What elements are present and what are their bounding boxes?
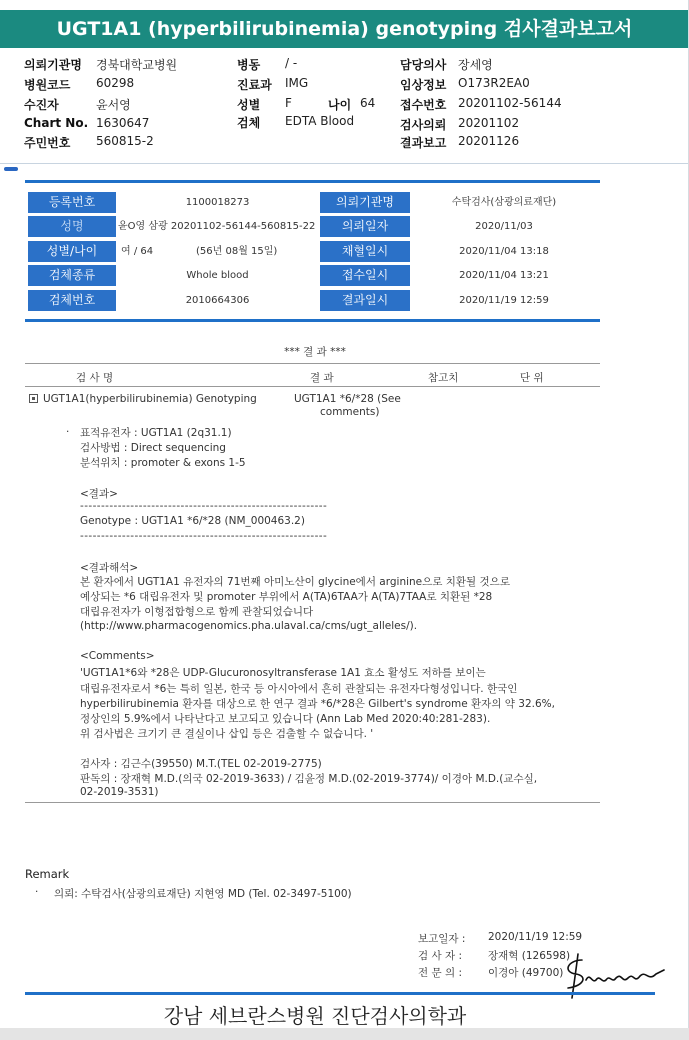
result-label: <결과> bbox=[80, 488, 118, 500]
detail-target-gene: 표적유전자 : UGT1A1 (2q31.1) bbox=[80, 427, 232, 439]
blue-rule-bottom bbox=[25, 992, 655, 995]
table-label-name: 성명 bbox=[28, 216, 116, 237]
info-key-sex: 성별 bbox=[237, 98, 261, 112]
result-value-continued: comments) bbox=[320, 406, 380, 418]
info-value-hospital-code: 60298 bbox=[96, 76, 135, 90]
report-value-date: 2020/11/19 12:59 bbox=[488, 931, 583, 943]
info-key-requesting-org: 의뢰기관명 bbox=[24, 58, 82, 72]
column-unit: 단 위 bbox=[520, 372, 544, 384]
table-value-result-time: 2020/11/19 12:59 bbox=[459, 295, 549, 306]
info-value-patient: 윤서영 bbox=[96, 98, 131, 112]
reader-line-continued: 02-2019-3531) bbox=[80, 786, 159, 798]
detail-method: 검사방법 : Direct sequencing bbox=[80, 442, 226, 454]
info-key-result-report: 결과보고 bbox=[400, 136, 447, 150]
info-key-chart-no: Chart No. bbox=[24, 116, 89, 130]
info-value-requesting-org: 경북대학교병원 bbox=[96, 58, 178, 72]
results-rule-header bbox=[25, 386, 600, 387]
info-key-hospital-code: 병원코드 bbox=[24, 78, 71, 92]
interpretation-line: 예상되는 *6 대립유전자 및 promoter 부위에서 A(TA)6TAA가 A(TA)7TAA로 치환된 *28 bbox=[80, 591, 493, 603]
info-key-doctor: 담당의사 bbox=[400, 58, 447, 72]
info-value-clinical-info: O173R2EA0 bbox=[458, 76, 530, 90]
table-label-specimen-type: 검체종류 bbox=[28, 265, 116, 286]
dash-line-bottom: ----------------------------------------------------------- bbox=[80, 530, 328, 542]
report-value-specialist: 이경아 (49700) bbox=[488, 967, 564, 979]
results-rule-bottom bbox=[25, 802, 600, 803]
info-value-doctor: 장세영 bbox=[458, 58, 493, 72]
results-heading: *** 결 과 *** bbox=[284, 346, 346, 358]
info-value-test-request: 20201102 bbox=[458, 116, 520, 130]
test-name: UGT1A1(hyperbilirubinemia) Genotyping bbox=[43, 393, 257, 405]
remark-title: Remark bbox=[25, 867, 70, 881]
interpretation-label: <결과해석> bbox=[80, 562, 139, 574]
dash-line-top: ----------------------------------------------------------- bbox=[80, 500, 328, 512]
info-key-specimen: 검체 bbox=[237, 116, 261, 130]
info-key-ward: 병동 bbox=[237, 58, 261, 72]
detail-region: 분석위치 : promoter & exons 1-5 bbox=[80, 457, 246, 469]
info-value-result-report: 20201126 bbox=[458, 134, 520, 148]
comment-line: 위 검사법은 크기기 큰 결실이나 삽입 등은 검출할 수 없습니다. ' bbox=[80, 728, 374, 740]
table-label-collection-time: 채혈일시 bbox=[320, 241, 410, 262]
table-value-receipt-time: 2020/11/04 13:21 bbox=[459, 270, 549, 281]
table-value-sex-age: 여 / 64 bbox=[121, 246, 154, 257]
interpretation-line: 본 환자에서 UGT1A1 유전자의 71번째 아미노산이 glycine에서 arginine으로 치환될 것으로 bbox=[80, 576, 510, 588]
table-value-request-date: 2020/11/03 bbox=[475, 221, 533, 232]
table-label-specimen-no: 검체번호 bbox=[28, 290, 116, 311]
info-key-test-request: 검사의뢰 bbox=[400, 118, 447, 132]
info-value-resident-no: 560815-2 bbox=[96, 134, 154, 148]
info-key-age: 나이 bbox=[328, 98, 352, 112]
section-divider bbox=[0, 163, 689, 164]
info-key-resident-no: 주민번호 bbox=[24, 136, 71, 150]
blue-rule-top bbox=[25, 180, 600, 183]
report-key-tester: 검 사 자 : bbox=[418, 950, 462, 962]
remark-text: 의뢰: 수탁검사(삼광의료재단) 지현영 MD (Tel. 02-3497-5100) bbox=[54, 888, 352, 900]
table-label-sex-age: 성별/나이 bbox=[28, 241, 116, 262]
table-value-collection-time: 2020/11/04 13:18 bbox=[459, 246, 549, 257]
blue-rule-mid bbox=[25, 319, 600, 322]
detail-bullet: · bbox=[66, 426, 70, 438]
remark-bullet: · bbox=[35, 886, 39, 898]
table-value-specimen-type: Whole blood bbox=[186, 270, 249, 281]
comments-label: <Comments> bbox=[80, 650, 155, 662]
table-value-name: 윤O영 삼광 20201102-56144-560815-22 bbox=[118, 221, 316, 232]
info-value-specimen: EDTA Blood bbox=[285, 114, 355, 128]
comment-line: 대립유전자로서 *6는 특히 일본, 한국 등 아시아에서 흔히 관찰되는 유전자다형성입니다. 한국인 bbox=[80, 683, 518, 695]
report-key-date: 보고일자 : bbox=[418, 933, 466, 945]
info-key-clinical-info: 임상정보 bbox=[400, 78, 447, 92]
report-key-specialist: 전 문 의 : bbox=[418, 967, 462, 979]
column-reference: 참고치 bbox=[428, 372, 459, 384]
table-value-registration-no: 1100018273 bbox=[185, 197, 250, 208]
table-label-result-time: 결과일시 bbox=[320, 290, 410, 311]
table-label-registration-no: 등록번호 bbox=[28, 192, 116, 213]
result-value: UGT1A1 *6/*28 (See bbox=[294, 393, 401, 405]
interpretation-line: 대립유전자가 이형접합형으로 함께 관찰되었습니다 bbox=[80, 606, 314, 618]
institution-name: 강남 세브란스병원 진단검사의학과 bbox=[163, 1004, 467, 1028]
results-rule-top bbox=[25, 363, 600, 364]
interpretation-link: (http://www.pharmacogenomics.pha.ulaval.ca/cms/ugt_alleles/). bbox=[80, 620, 418, 632]
table-label-requesting-org: 의뢰기관명 bbox=[320, 192, 410, 213]
reader-line: 판독의 : 장재혁 M.D.(의국 02-2019-3633) / 김윤정 M.D.(02-2019-3774)/ 이경아 M.D.(교수실, bbox=[80, 773, 538, 785]
tester-line: 검사자 : 김근수(39550) M.T.(TEL 02-2019-2775) bbox=[80, 758, 322, 770]
checkbox-icon bbox=[29, 394, 39, 404]
column-result: 결 과 bbox=[310, 372, 334, 384]
info-value-ward: / - bbox=[285, 56, 298, 70]
comment-line: 정상인의 5.9%에서 나타난다고 보고되고 있습니다 (Ann Lab Med 2020:40:281-283). bbox=[80, 713, 491, 725]
comment-line: 'UGT1A1*6와 *28은 UDP-Glucuronosyltransferase 1A1 효소 활성도 저하를 보이는 bbox=[80, 667, 486, 679]
page-marker bbox=[4, 167, 18, 171]
info-value-age: 64 bbox=[360, 96, 376, 110]
report-value-tester: 장재혁 (126598) bbox=[488, 950, 571, 962]
info-value-sex: F bbox=[285, 96, 292, 110]
info-key-receipt-no: 접수번호 bbox=[400, 98, 447, 112]
info-key-department: 진료과 bbox=[237, 78, 272, 92]
table-value-requesting-org: 수탁검사(삼광의료재단) bbox=[451, 197, 557, 208]
info-value-department: IMG bbox=[285, 76, 309, 90]
info-key-patient: 수진자 bbox=[24, 98, 59, 112]
table-label-request-date: 의뢰일자 bbox=[320, 216, 410, 237]
report-title: UGT1A1 (hyperbilirubinemia) genotyping 검사결과보고서 bbox=[56, 18, 633, 40]
footer-band bbox=[0, 1028, 689, 1040]
table-value-birthdate: (56년 08월 15일) bbox=[196, 246, 278, 257]
table-label-receipt-time: 접수일시 bbox=[320, 265, 410, 286]
column-test-name: 검 사 명 bbox=[76, 372, 114, 384]
comment-line: hyperbilirubinemia 환자를 대상으로 한 연구 결과 *6/*28은 Gilbert's syndrome 환자의 약 32.6%, bbox=[80, 698, 555, 710]
genotype: Genotype : UGT1A1 *6/*28 (NM_000463.2) bbox=[80, 515, 305, 527]
info-value-chart-no: 1630647 bbox=[96, 116, 150, 130]
info-value-receipt-no: 20201102-56144 bbox=[458, 96, 562, 110]
table-value-specimen-no: 2010664306 bbox=[185, 295, 250, 306]
